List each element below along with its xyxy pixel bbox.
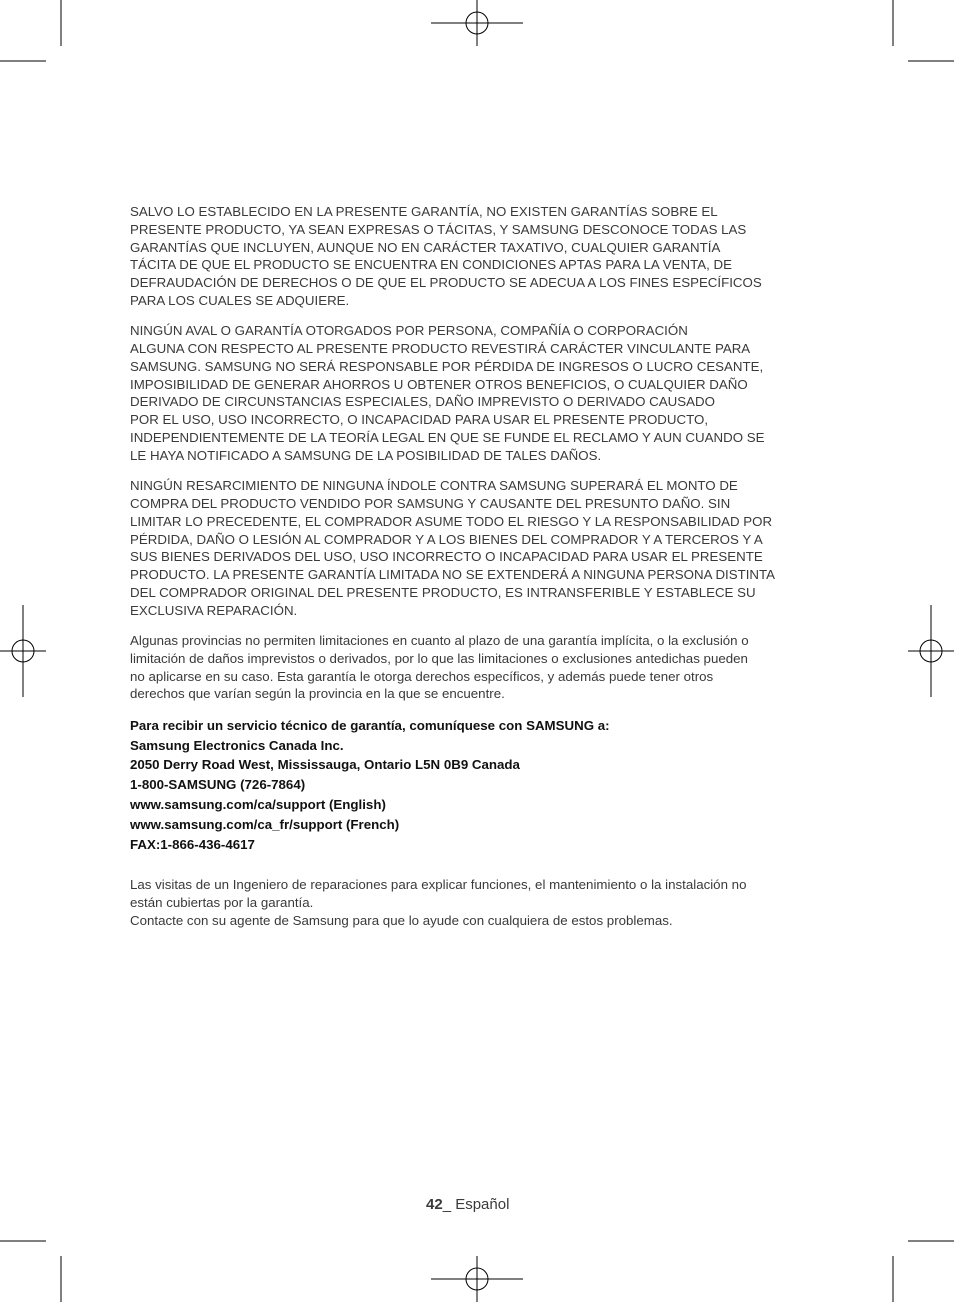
- contact-url-french: www.samsung.com/ca_fr/support (French): [130, 816, 400, 832]
- registration-mark-top: [431, 0, 523, 46]
- note-contact-agent: Contacte con su agente de Samsung para que lo ayude con cualquiera de estos problemas.: [130, 912, 673, 928]
- registration-mark-bottom: [431, 1256, 523, 1302]
- registration-mark-left: [0, 605, 46, 697]
- contact-company: Samsung Electronics Canada Inc.: [130, 737, 344, 753]
- note-engineer-visits: Las visitas de un Ingeniero de reparaciones para explicar funciones, el mantenimiento o la instalación no están cubiertas por la garantía.: [130, 877, 747, 911]
- page-number: 42: [426, 1196, 443, 1213]
- contact-phone: 1-800-SAMSUNG (726-7864): [130, 777, 306, 793]
- notes-block: [130, 876, 808, 929]
- contact-address: 2050 Derry Road West, Mississauga, Ontario L5N 0B9 Canada: [130, 757, 520, 773]
- warranty-text-body: [130, 203, 808, 930]
- contact-url-english: www.samsung.com/ca/support (English): [130, 796, 386, 812]
- service-contact-block: [130, 716, 808, 855]
- page-footer: [426, 1196, 509, 1213]
- page-language: _ Español: [442, 1196, 510, 1213]
- compensation-paragraph: NINGÚN RESARCIMIENTO DE NINGUNA ÍNDOLE CONTRA SAMSUNG SUPERARÁ EL MONTO DE COMPRA DEL PRODUCTO VENDIDO POR SAMSUNG Y CAUSANTE DEL PRESUNTO DAÑO. SIN LIMITAR LO PRECEDENTE, EL COMPRADOR ASUME TODO EL RIESGO Y LA RESPONSABILIDAD POR PÉRDIDA, DAÑO O LESIÓN AL COMPRADOR Y A LOS BIENES DEL COMPRADOR Y A TERCEROS Y A SUS BIENES DERIVADOS DEL USO, USO INCORRECTO O INCAPACIDAD PARA USAR EL PRESENTE PRODUCTO. LA PRESENTE GARANTÍA LIMITADA NO SE EXTENDERÁ A NINGUNA PERSONA DISTINTA DEL COMPRADOR ORIGINAL DEL PRESENTE PRODUCTO, ES INTRANSFERIBLE Y ESTABLECE SU EXCLUSIVA REPARACIÓN.: [130, 478, 776, 618]
- provinces-paragraph: Algunas provincias no permiten limitaciones en cuanto al plazo de una garantía implícita, o la exclusión o limitación de daños imprevistos o derivados, por lo que las limitaciones o exclusiones antedichas pueden no aplicarse en su caso. Esta garantía le otorga derechos específicos, y además puede tener otros derechos que varían según la provincia en la que se encuentre.: [130, 633, 749, 702]
- registration-mark-right: [908, 605, 954, 697]
- contact-heading: Para recibir un servicio técnico de garantía, comuníquese con SAMSUNG a:: [130, 717, 610, 733]
- contact-fax: FAX:1-866-436-4617: [130, 836, 255, 852]
- liability-paragraph: NINGÚN AVAL O GARANTÍA OTORGADOS POR PERSONA, COMPAÑÍA O CORPORACIÓN ALGUNA CON RESPECTO AL PRESENTE PRODUCTO REVESTIRÁ CARÁCTER VINCULANTE PARA SAMSUNG. SAMSUNG NO SERÁ RESPONSABLE POR PÉRDIDA DE INGRESOS O LUCRO CESANTE, IMPOSIBILIDAD DE GENERAR AHORROS U OBTENER OTROS BENEFICIOS, O CUALQUIER DAÑO DERIVADO DE CIRCUNSTANCIAS ESPECIALES, DAÑO IMPREVISTO O DERIVADO CAUSADO POR EL USO, USO INCORRECTO, O INCAPACIDAD PARA USAR EL PRESENTE PRODUCTO, INDEPENDIENTEMENTE DE LA TEORÍA LEGAL EN QUE SE FUNDE EL RECLAMO Y AUN CUANDO SE LE HAYA NOTIFICADO A SAMSUNG DE LA POSIBILIDAD DE TALES DAÑOS.: [130, 323, 765, 463]
- disclaimer-paragraph: SALVO LO ESTABLECIDO EN LA PRESENTE GARANTÍA, NO EXISTEN GARANTÍAS SOBRE EL PRESENTE PRODUCTO, YA SEAN EXPRESAS O TÁCITAS, Y SAMSUNG DESCONOCE TODAS LAS GARANTÍAS QUE INCLUYEN, AUNQUE NO EN CARÁCTER TAXATIVO, CUALQUIER GARANTÍA TÁCITA DE QUE EL PRODUCTO SE ENCUENTRA EN CONDICIONES APTAS PARA LA VENTA, DE DEFRAUDACIÓN DE DERECHOS O DE QUE EL PRODUCTO SE ADECUA A LOS FINES ESPECÍFICOS PARA LOS CUALES SE ADQUIERE.: [130, 204, 762, 308]
